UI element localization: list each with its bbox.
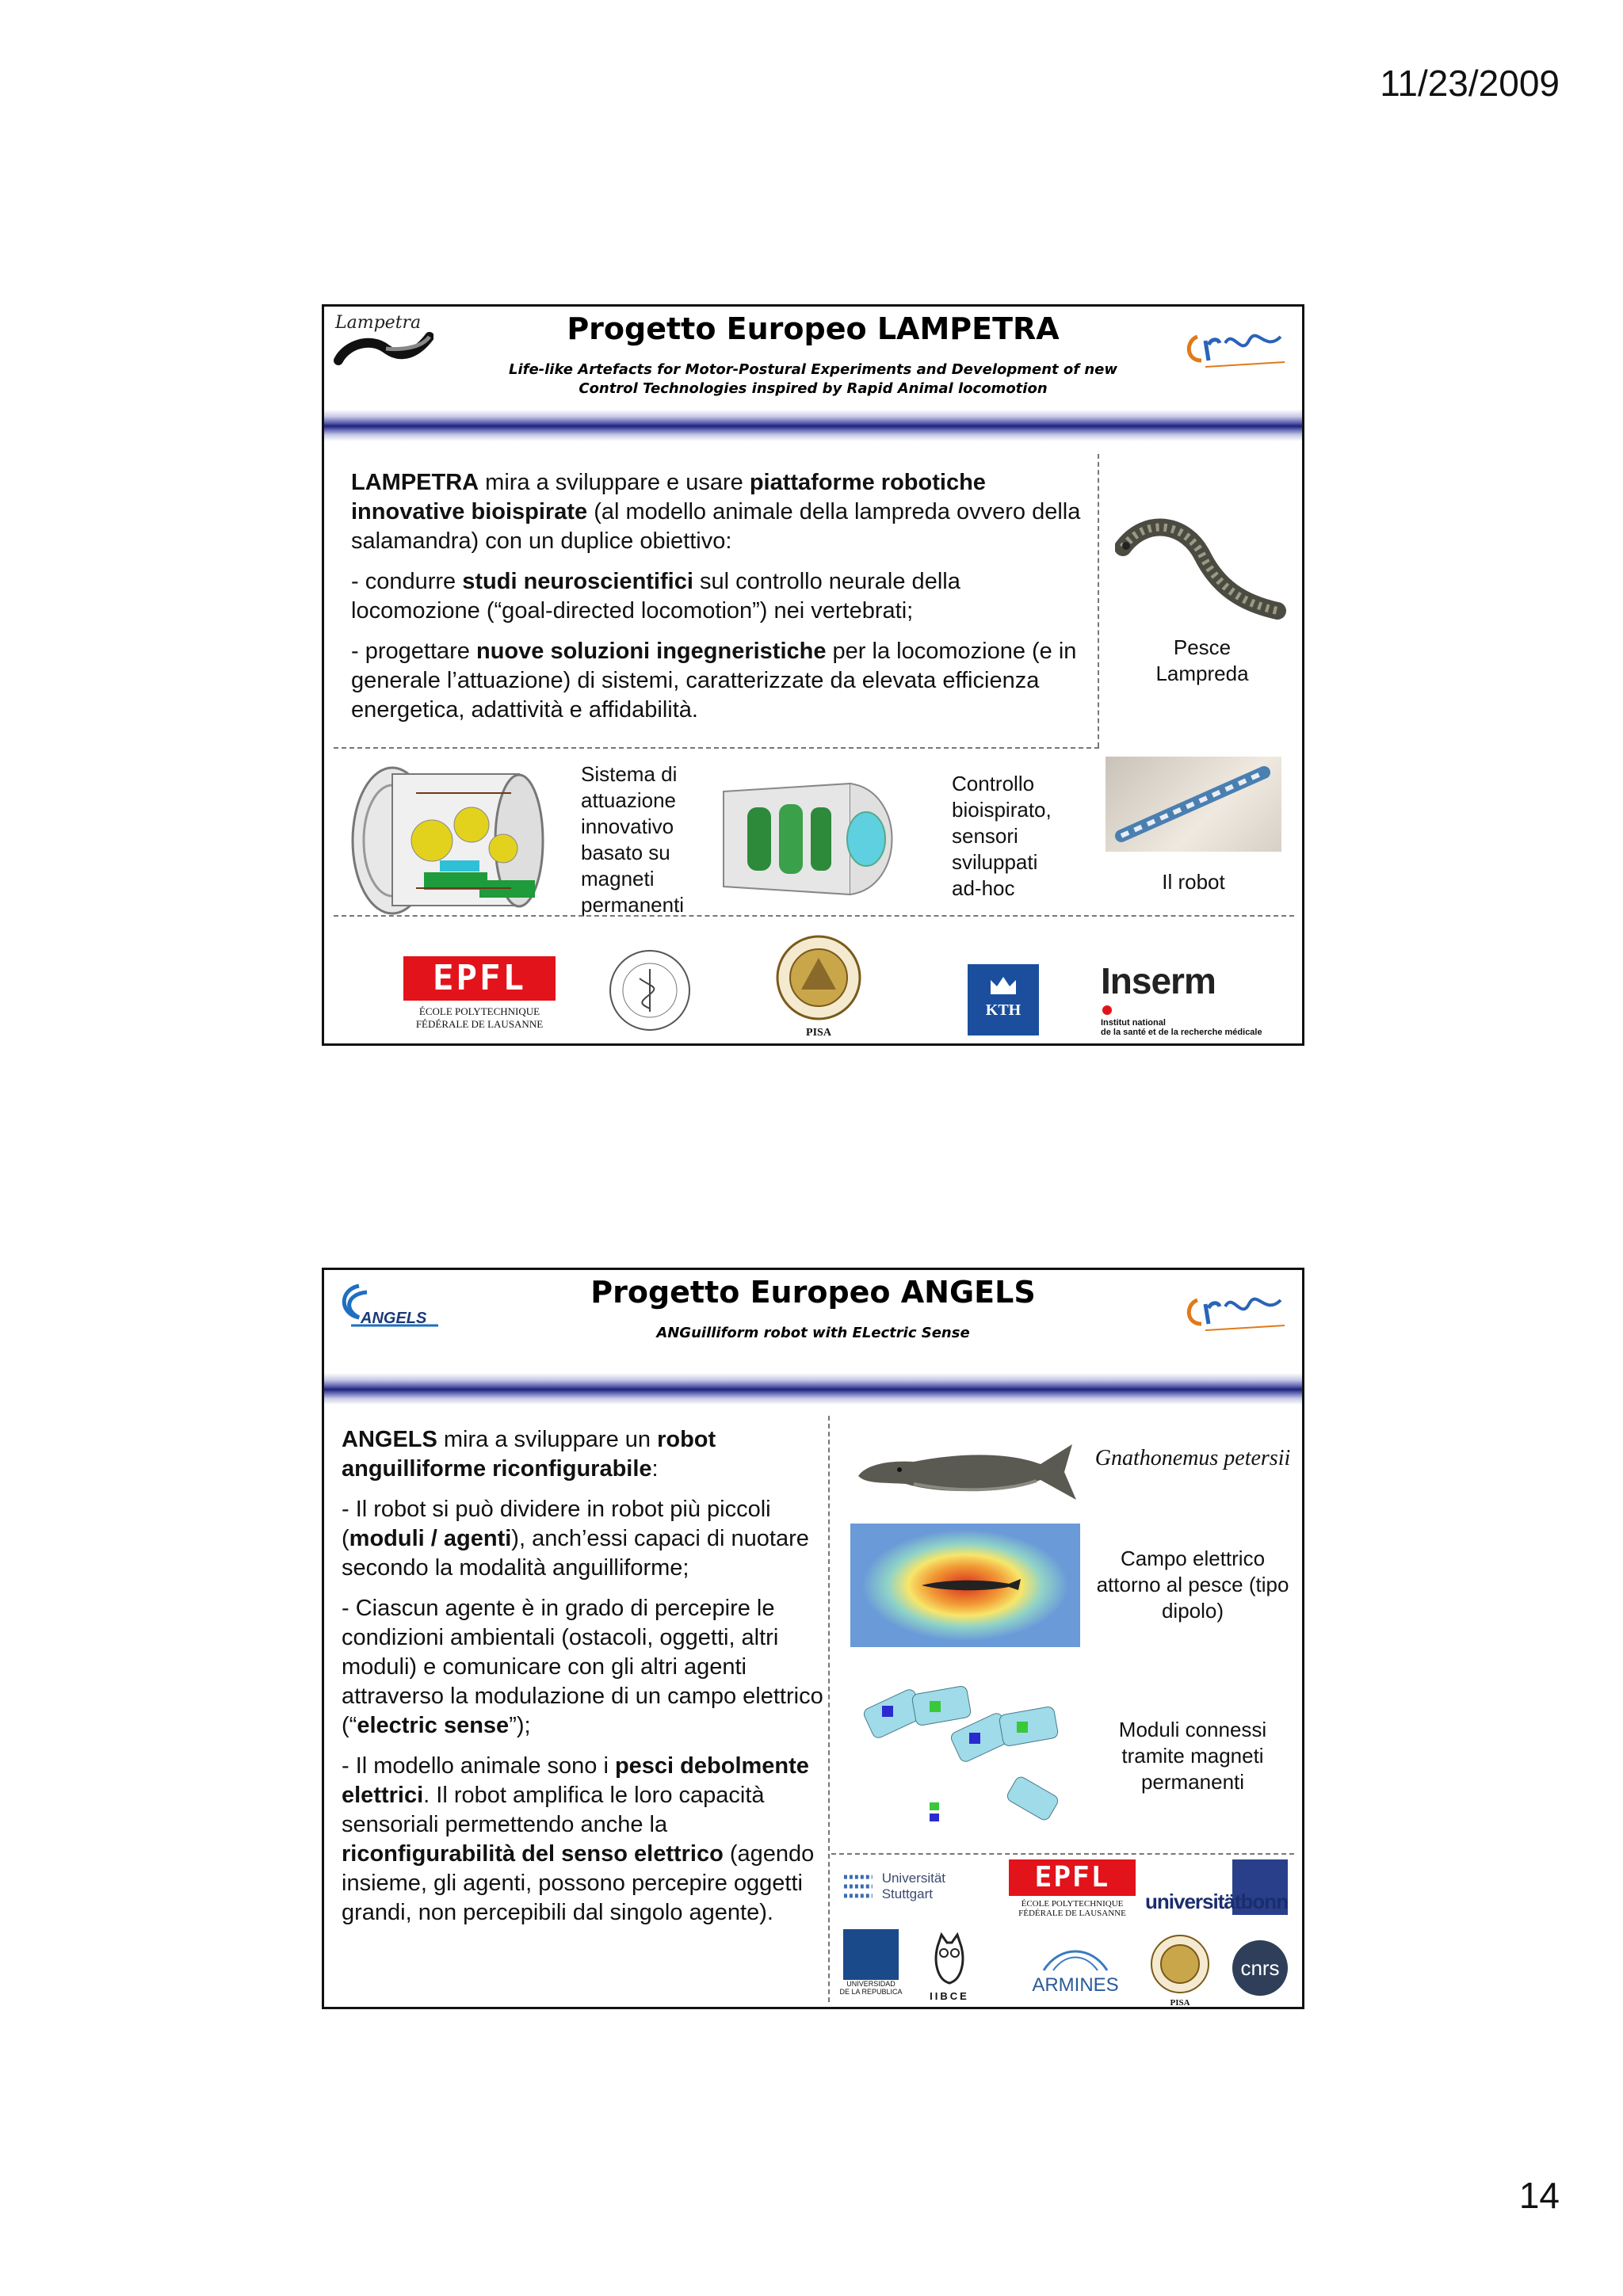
slide-title: Progetto Europeo ANGELS — [590, 1275, 1036, 1310]
sssa-seal-icon — [769, 934, 868, 1021]
inserm-dot-icon — [1102, 1005, 1112, 1015]
modules-caption: Moduli connessi tramite magneti permanenti — [1118, 1718, 1267, 1794]
udelar-building-icon — [843, 1929, 899, 1980]
epfl-logo: EPFL ÉCOLE POLYTECHNIQUE FÉDÉRALE DE LAUSANNE — [403, 956, 556, 1035]
paragraph-neuro: - condurre studi neuroscientifici sul controllo neurale della locomozione (“goal-directed locomotion”) nei vertebrati; — [351, 569, 960, 624]
paragraph-animal-model: - Il modello animale sono i pesci debolmente elettrici. Il robot amplifica le loro capacità sensoriali permettendo anche la riconfigurabilità del senso elettrico (agendo insieme, gli agenti, possono percepire oggetti grandi, non percepibili dal singolo agente). — [342, 1753, 815, 1925]
epfl-logo: EPFL ÉCOLE POLYTECHNIQUE FÉDÉRALE DE LAUSANNE — [1009, 1859, 1136, 1926]
crim-logo-icon — [1182, 321, 1293, 376]
slide-lampetra — [322, 304, 1304, 1046]
inserm-logo: Inserm Institut national de la santé et de la recherche médicale — [1101, 960, 1262, 1037]
angels-logo: ANGELS — [335, 1278, 446, 1338]
slide-subtitle: Life-like Artefacts for Motor-Postural Experiments and Development of new Control Technologies inspired by Rapid Animal locomotion — [508, 361, 1118, 397]
crown-icon — [987, 974, 1019, 997]
sssa-logo: PISA — [1142, 1934, 1218, 2009]
slide-angels — [322, 1268, 1304, 2009]
electric-field-image — [850, 1524, 1080, 1647]
angels-swirl-icon — [335, 1278, 446, 1338]
slide-title: Progetto Europeo LAMPETRA — [567, 311, 1060, 346]
owl-icon — [930, 1931, 969, 1986]
actuation-system-image — [345, 761, 551, 920]
lampetra-description — [351, 468, 1088, 736]
divider-vertical — [1098, 454, 1099, 747]
modules-diagram — [850, 1666, 1088, 1825]
robot-caption: Il robot — [1162, 870, 1225, 894]
slide-header — [324, 307, 1302, 425]
paragraph-modules: - Il robot si può dividere in robot più piccoli (moduli / agenti), anch’essi capaci di nuotare secondo la modalità anguilliforme; — [342, 1497, 809, 1581]
fish-photo — [850, 1428, 1080, 1508]
robot-icon — [1106, 757, 1281, 852]
robot-photo — [1106, 757, 1281, 852]
lampetra-logo: Lampetra — [330, 313, 433, 376]
control-sensor-image — [716, 776, 914, 902]
armines-logo: ARMINES — [1022, 1942, 1129, 2002]
page-date: 11/23/2009 — [1380, 63, 1560, 104]
cnrs-logo: cnrs — [1232, 1940, 1288, 1996]
angels-description — [342, 1425, 825, 1939]
karolinska-logo-icon — [606, 947, 693, 1034]
lamprey-logo-icon — [330, 313, 433, 376]
paragraph-sensing: - Ciascun agente è in grado di percepire le condizioni ambientali (ostacoli, oggetti, altri moduli) e comunicare con gli altri agenti attraverso la modulazione di un campo elettrico (“electric sense”); — [342, 1596, 823, 1738]
header-band — [324, 1373, 1302, 1405]
species-caption: Gnathonemus petersii — [1094, 1446, 1291, 1470]
udelar-logo: UNIVERSIDAD DE LA REPUBLICA — [839, 1929, 903, 2008]
actuation-caption: Sistema di attuazione innovativo basato su magneti permanenti — [581, 762, 685, 917]
control-caption: Controllo bioispirato, sensori sviluppati ad-hoc — [952, 772, 1052, 900]
sssa-seal-icon — [1147, 1934, 1213, 1994]
divider-horizontal — [334, 747, 1099, 749]
paragraph-engineering: - progettare nuove soluzioni ingegneristiche per la locomozione (e in generale l’attuazione) di sistemi, caratterizzate da elevata efficienza energetica, adattività e affidabilità. — [351, 639, 1077, 723]
header-band — [324, 410, 1302, 441]
divider-logos — [334, 915, 1294, 917]
kth-logo: KTH — [968, 964, 1039, 1035]
slide-header — [324, 1270, 1302, 1389]
bonn-logo: universitätbonn — [1145, 1859, 1293, 1923]
stuttgart-mark-icon — [841, 1869, 876, 1904]
fish-silhouette-icon — [850, 1524, 1080, 1647]
paragraph-intro: ANGELS mira a sviluppare un robot anguilliforme riconfigurabile: — [342, 1427, 716, 1482]
slide-subtitle: ANGuilliform robot with ELectric Sense — [656, 1325, 970, 1341]
lamprey-photo — [1115, 516, 1289, 627]
divider-vertical — [828, 1416, 830, 2002]
divider-logos — [831, 1853, 1294, 1855]
crim-logo-icon — [1182, 1284, 1293, 1340]
paragraph-intro: LAMPETRA mira a sviluppare e usare piattaforme robotiche innovative bioispirate (al modello animale della lampreda ovvero della salamandra) con un duplice obiettivo: — [351, 470, 1081, 554]
field-caption: Campo elettrico attorno al pesce (tipo dipolo) — [1096, 1547, 1289, 1623]
sssa-logo: PISA — [769, 934, 868, 1040]
lamprey-caption: Pesce Lampreda — [1155, 635, 1249, 685]
page-number: 14 — [1518, 2175, 1560, 2216]
stuttgart-logo: Universität Stuttgart — [841, 1863, 999, 1910]
armines-arc-icon — [1036, 1942, 1115, 1974]
iibce-logo: IIBCE — [922, 1931, 977, 2007]
